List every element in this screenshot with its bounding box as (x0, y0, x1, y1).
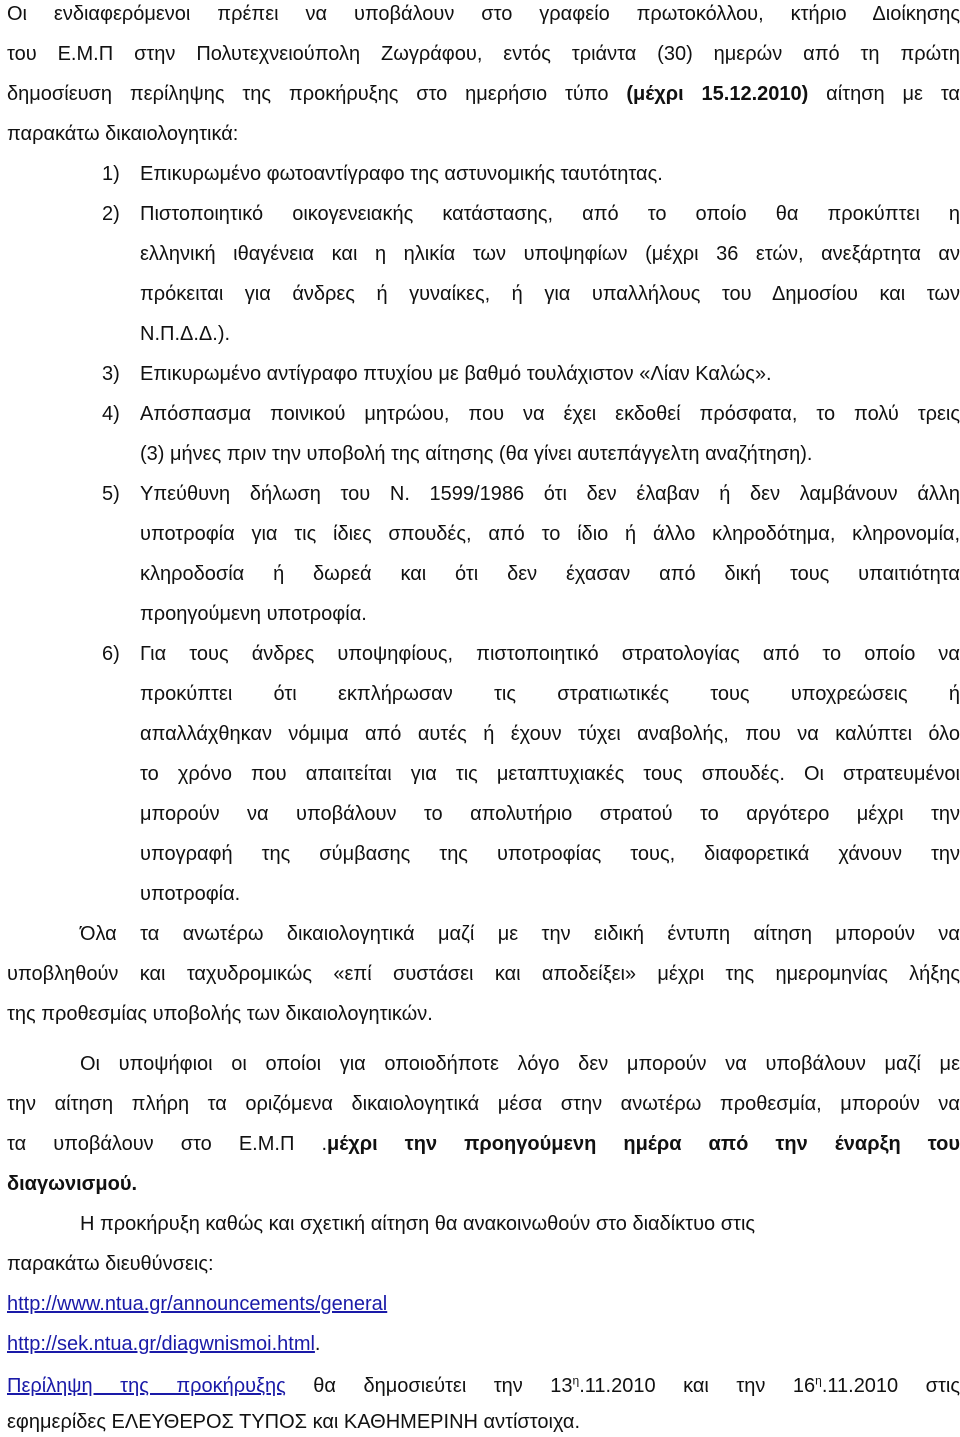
list-item-6-cont (7, 680, 960, 708)
summary-date-1: .11.2010 και την 16 (579, 1375, 816, 1397)
list-item-text: (3) μήνες πριν την υποβολή της αίτησης (θα γίνει αυτεπάγγελτη αναζήτηση). (140, 443, 813, 465)
para-mail-line-1: Όλα τα ανωτέρω δικαιολογητικά μαζί με την ειδική έντυπη αίτηση μπορούν να (80, 923, 960, 945)
list-item-6-cont (7, 720, 960, 748)
list-item-2-cont (7, 320, 960, 348)
list-item-text: Ν.Π.Δ.Δ.). (140, 323, 231, 345)
list-item-text: κληροδοσία ή δωρεά και ότι δεν έχασαν από δική τους υπαιτιότητα (140, 563, 960, 585)
para-web-line-1: Η προκήρυξη καθώς και σχετική αίτηση θα ανακοινωθούν στο διαδίκτυο στις (80, 1213, 756, 1235)
list-item-text: πρόκειται για άνδρες ή γυναίκες, ή για υπαλλήλους του Δημοσίου και των (140, 283, 960, 305)
list-item-text: Πιστοποιητικό οικογενειακής κατάστασης, από το οποίο θα προκύπτει η (140, 203, 960, 225)
list-item-5-cont (7, 560, 960, 588)
list-number: 3) (102, 363, 120, 385)
list-item-4-cont (7, 440, 960, 468)
intro-line-3 (7, 80, 960, 108)
list-number: 4) (102, 403, 120, 425)
para-deadline-line-3 (7, 1130, 960, 1158)
summary-text: θα δημοσιεύτει την 13 (285, 1375, 573, 1397)
list-item-text: προκύπτει ότι εκπλήρωσαν τις στρατιωτικές τους υποχρεώσεις ή (140, 683, 960, 705)
intro-line-4: παρακάτω δικαιολογητικά: (7, 123, 239, 145)
para-deadline-pre: τα υποβάλουν στο Ε.Μ.Π . (7, 1133, 328, 1155)
para-deadline-line-1: Οι υποψήφιοι οι οποίοι για οποιοδήποτε λόγο δεν μπορούν να υποβάλουν μαζί με (80, 1053, 960, 1075)
link-suffix: . (314, 1333, 321, 1355)
list-item-5 (7, 480, 960, 508)
list-item-text: υποτροφία για τις ίδιες σπουδές, από το ίδιο ή άλλο κληροδότημα, κληρονομία, (140, 523, 960, 545)
superscript-eta: η (572, 1373, 580, 1388)
newspapers-line: εφημερίδες ΕΛΕΥΘΕΡΟΣ ΤΥΠΟΣ και ΚΑΘΗΜΕΡΙΝΗ αντίστοιχα. (7, 1411, 581, 1433)
para-mail-line-2: υποβληθούν και ταχυδρομικώς «επί συστάσει και αποδείξει» μέχρι της ημερομηνίας λήξης (7, 963, 960, 985)
list-item-2 (7, 200, 960, 228)
list-item-3 (7, 360, 960, 388)
list-item-2-cont (7, 280, 960, 308)
list-item-text: Επικυρωμένο αντίγραφο πτυχίου με βαθμό τουλάχιστον «Λίαν Καλώς». (140, 363, 772, 385)
link-sek-diagwnismoi[interactable]: http://sek.ntua.gr/diagwnismoi.html (7, 1333, 315, 1355)
list-item-text: προηγούμενη υποτροφία. (140, 603, 367, 625)
list-item-6-cont (7, 800, 960, 828)
para-deadline-bold-end: διαγωνισμού. (7, 1173, 138, 1195)
list-item-6-cont (7, 760, 960, 788)
list-item-text: Επικυρωμένο φωτοαντίγραφο της αστυνομικής ταυτότητας. (140, 163, 663, 185)
para-deadline-line-2: την αίτηση πλήρη τα οριζόμενα δικαιολογητικά μέσα στην ανωτέρω προθεσμία, μπορούν να (7, 1093, 960, 1115)
list-item-text: υπογραφή της σύμβασης της υποτροφίας τους, διαφορετικά χάνουν την (140, 843, 960, 865)
summary-line (7, 1372, 960, 1400)
link-ntua-announcements[interactable]: http://www.ntua.gr/announcements/general (7, 1293, 388, 1315)
superscript-eta: η (815, 1373, 822, 1388)
list-item-6-cont (7, 880, 960, 908)
intro-line-2: του Ε.Μ.Π στην Πολυτεχνειούπολη Ζωγράφου, εντός τριάντα (30) ημερών από τη πρώτη (7, 43, 960, 65)
list-item-text: Υπεύθυνη δήλωση του Ν. 1599/1986 ότι δεν έλαβαν ή δεν λαμβάνουν άλλη (140, 483, 960, 505)
para-mail-line-3: της προθεσμίας υποβολής των δικαιολογητικών. (7, 1003, 433, 1025)
para-deadline-line-4 (7, 1170, 137, 1198)
list-item-5-cont (7, 520, 960, 548)
list-number: 6) (102, 643, 120, 665)
link-summary[interactable]: Περίληψη της προκήρυξης (7, 1375, 286, 1397)
intro-line-1: Οι ενδιαφερόμενοι πρέπει να υποβάλουν στο γραφείο πρωτοκόλλου, κτήριο Διοίκησης (7, 3, 960, 25)
link-sek-diagwnismoi-row (7, 1330, 320, 1358)
intro-line-3-post: αίτηση με τα (808, 83, 960, 105)
list-item-text: μπορούν να υποβάλουν το απολυτήριο στρατού το αργότερο μέχρι την (140, 803, 960, 825)
list-item-6-cont (7, 840, 960, 868)
deadline-date: (μέχρι 15.12.2010) (626, 83, 809, 105)
para-deadline-bold: μέχρι την προηγούμενη ημέρα από την έναρξη του (327, 1133, 960, 1155)
list-item-5-cont (7, 600, 960, 628)
list-item-text: Για τους άνδρες υποψηφίους, πιστοποιητικό στρατολογίας από το οποίο να (140, 643, 960, 665)
summary-date-2: .11.2010 στις (821, 1375, 960, 1397)
link-ntua-announcements-row (7, 1290, 387, 1318)
list-item-1 (7, 160, 960, 188)
intro-line-3-pre: δημοσίευση περίληψης της προκήρυξης στο ημερήσιο τύπο (7, 83, 627, 105)
list-item-text: το χρόνο που απαιτείται για τις μεταπτυχιακές τους σπουδές. Οι στρατευμένοι (140, 763, 960, 785)
list-number: 5) (102, 483, 120, 505)
list-item-text: απαλλάχθηκαν νόμιμα από αυτές ή έχουν τύχει αναβολής, που να καλύπτει όλο (140, 723, 960, 745)
list-number: 1) (102, 163, 120, 185)
list-item-2-cont (7, 240, 960, 268)
list-item-4 (7, 400, 960, 428)
para-web-line-2: παρακάτω διευθύνσεις: (7, 1253, 214, 1275)
list-item-text: ελληνική ιθαγένεια και η ηλικία των υποψηφίων (μέχρι 36 ετών, ανεξάρτητα αν (140, 243, 960, 265)
list-item-6 (7, 640, 960, 668)
list-number: 2) (102, 203, 120, 225)
list-item-text: Απόσπασμα ποινικού μητρώου, που να έχει εκδοθεί πρόσφατα, το πολύ τρεις (140, 403, 960, 425)
list-item-text: υποτροφία. (140, 883, 241, 905)
